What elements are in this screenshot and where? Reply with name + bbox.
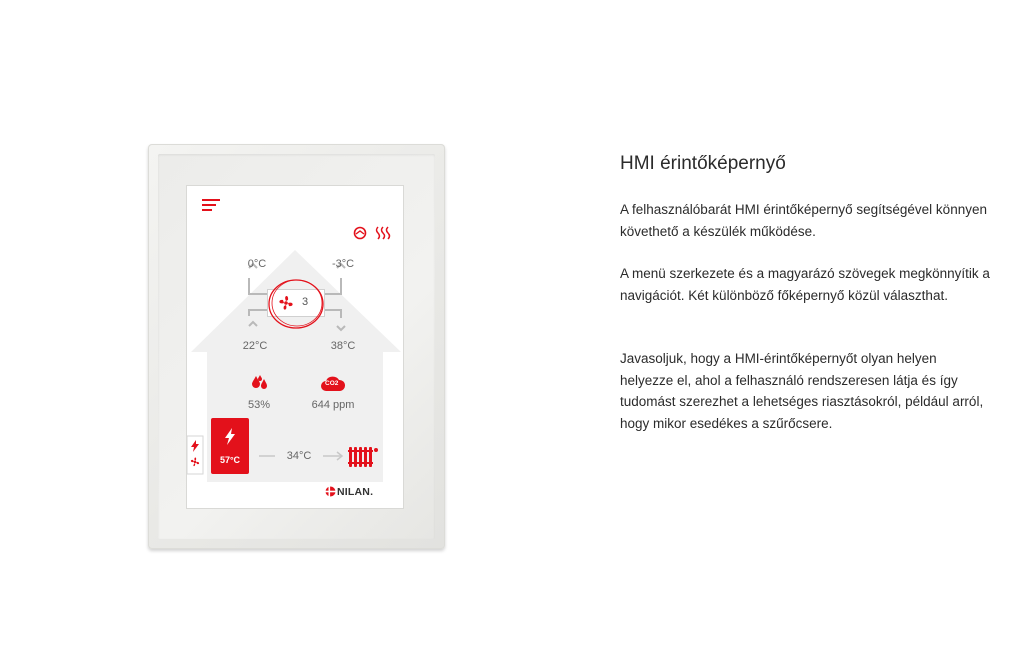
flow-temp: 34°C (286, 450, 312, 462)
radiator-icon (348, 445, 380, 469)
lightning-icon (224, 428, 236, 445)
fan-rail-icon[interactable] (189, 456, 201, 468)
hmi-screen (187, 186, 403, 508)
nilan-logo-icon (325, 486, 336, 497)
heating-icon[interactable] (375, 225, 391, 241)
paragraph-1: A felhasználóbarát HMI érintőképernyő segítségével könnyen követhető a készülék működése. (620, 202, 987, 239)
electric-rail-icon[interactable] (190, 440, 200, 452)
page-title: HMI érintőképernyő (620, 153, 786, 174)
co2-icon: CO2 (320, 375, 346, 392)
electric-heater-tile[interactable] (211, 418, 249, 474)
paragraph-2: A menü szerkezete és a magyarázó szövegek megkönnyítik a navigációt. Két különböző főképernyő közül választhat. (620, 266, 990, 303)
fan-highlight-circle (264, 276, 328, 332)
pump-icon[interactable] (353, 226, 367, 240)
outdoor-temp: 0°C (247, 258, 267, 270)
supply-temp: 22°C (242, 340, 268, 352)
menu-icon[interactable] (201, 198, 221, 212)
brand-name: NILAN. (337, 486, 374, 498)
humidity-icon (250, 374, 270, 392)
fan-control[interactable] (267, 289, 325, 317)
humidity-value: 53% (247, 399, 271, 411)
extract-temp: 38°C (330, 340, 356, 352)
fan-icon (277, 294, 295, 312)
exhaust-temp: -3°C (331, 258, 355, 270)
heater-temp: 57°C (219, 455, 241, 465)
paragraph-3: Javasoljuk, hogy a HMI-érintőképernyőt olyan helyen helyezze el, ahol a felhasználó rendszeresen látja és így tudomást szerezhet a lehetséges riasztásokról, például arról, hogy mikor esedékes a szűrőcsere. (620, 351, 984, 431)
fan-level: 3 (302, 296, 309, 308)
co2-value: 644 ppm (311, 399, 355, 411)
